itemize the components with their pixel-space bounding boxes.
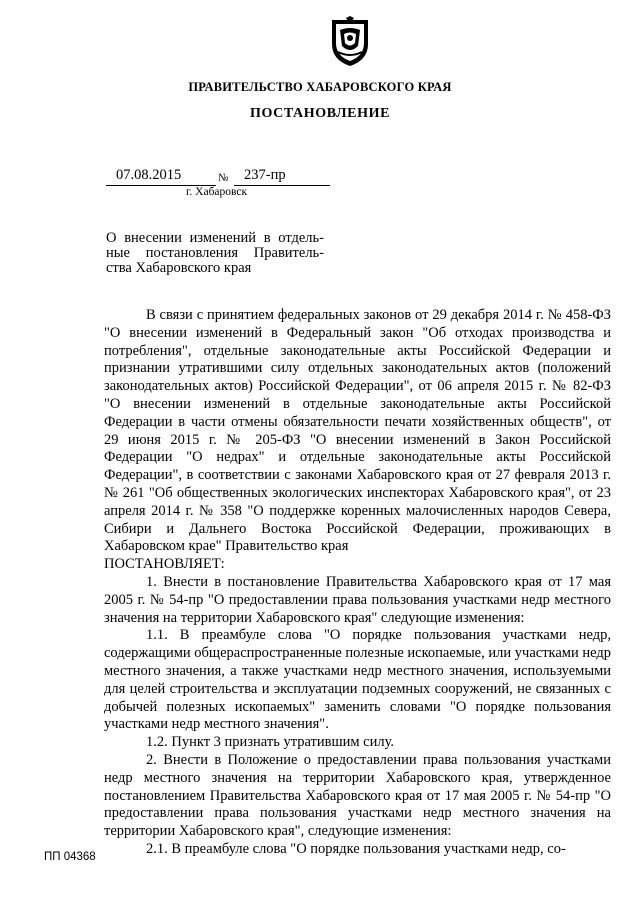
number-sign: №	[218, 172, 229, 184]
document-date-value: 07.08.2015	[116, 167, 182, 183]
subject-line: О внесении изменений в отдель-	[106, 230, 324, 246]
subject-line: ства Хабаровского края	[106, 259, 252, 276]
document-body	[104, 307, 611, 859]
document-subject	[106, 231, 324, 275]
footer-code: ПП 04368	[44, 851, 96, 863]
coat-of-arms-icon	[328, 16, 372, 68]
body-paragraph: 2.1. В преамбуле слова "О порядке пользования участками недр, со-	[146, 840, 566, 857]
subject-line: ные постановления Правитель-	[106, 244, 324, 261]
body-paragraph: В связи с принятием федеральных законов от 29 декабря 2014 г. № 458-ФЗ "О внесении изменений в Федеральный закон "Об отходах производства и потребления", отдельные законодательные акты Российской Федерации и признании утратившими силу отдельных законодательных актов (положений законодательных актов) Российской Федерации", от 06 апреля 2015 г. № 82-ФЗ "О внесении изменений в отдельные законодательные акты Российской Федерации в части отмены обязательности печати хозяйственных обществ", от 29 июня 2015 г. № 205-ФЗ "О внесении изменений в Закон Российской Федерации "О недрах" и отдельные законодательные акты Российской Федерации", в соответствии с законами Хабаровского края от 27 февраля 2013 г. № 261 "Об общественных экологических инспекторах Хабаровского края", от 23 апреля 2014 г. № 358 "О поддержке коренных малочисленных народов Севера, Сибири и Дальнего Востока Российской Федерации, проживающих в Хабаровском крае" Правительство края	[104, 307, 611, 555]
document-city: г. Хабаровск	[186, 186, 248, 198]
document-number	[234, 167, 330, 186]
decree-keyword: ПОСТАНОВЛЯЕТ:	[104, 556, 225, 573]
body-paragraph: 1.1. В преамбуле слова "О порядке пользования участками недр, содержащими общераспространенные полезные ископаемые, или участками недр местного значения, а также участками недр местного значения, используемыми для целей строительства и эксплуатации подземных сооружений, не связанных с добычей полезных ископаемых" заменить словами "О порядке пользования участками недр местного значения".	[104, 627, 611, 733]
document-date	[106, 167, 216, 186]
body-paragraph: 2. Внести в Положение о предоставлении права пользования участками недр местного значения на территории Хабаровского края, утвержденное постановлением Правительства Хабаровского края от 17 мая 2005 г. № 54-пр "О предоставлении права пользования участками недр местного значения на территории Хабаровского края", следующие изменения:	[104, 751, 611, 840]
body-paragraph: 1.2. Пункт 3 признать утратившим силу.	[146, 734, 395, 751]
organization-name: ПРАВИТЕЛЬСТВО ХАБАРОВСКОГО КРАЯ	[188, 80, 452, 94]
body-paragraph: 1. Внести в постановление Правительства Хабаровского края от 17 мая 2005 г. № 54-пр "О предоставлении права пользования участками недр местного значения на территории Хабаровского края" следующие изменения:	[104, 573, 611, 626]
document-number-value: 237-пр	[244, 167, 286, 183]
document-type: ПОСТАНОВЛЕНИЕ	[249, 106, 391, 121]
